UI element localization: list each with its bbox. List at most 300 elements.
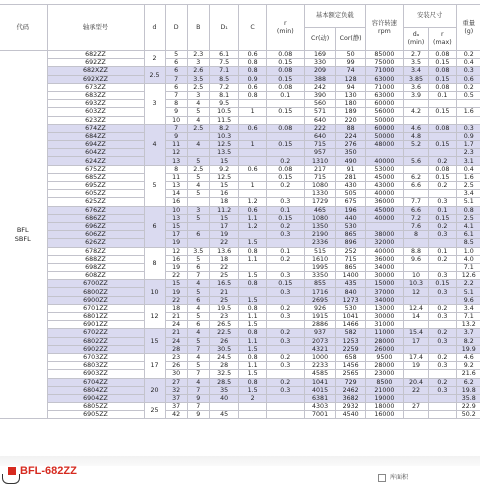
cell-D1: 21 (209, 288, 239, 296)
cell-C: 0.9 (239, 75, 266, 83)
cell-B: 5 (187, 190, 209, 198)
cell-B: 9 (187, 411, 209, 419)
cell-B: 5 (187, 337, 209, 345)
cell-speed: 16000 (365, 411, 403, 419)
header-weight (456, 5, 480, 51)
cell-cr: 1041 (304, 378, 336, 386)
cell-speed: 8500 (365, 378, 403, 386)
cell-model: 6803ZZ (47, 362, 144, 370)
cell-r: 0.2 (266, 182, 304, 190)
cell-B: 6 (187, 296, 209, 304)
cell-r: 0.3 (266, 198, 304, 206)
cell-weight: 4.0 (456, 255, 480, 263)
table-row (0, 345, 480, 353)
cell-D: 15 (165, 222, 187, 230)
cell-D: 15 (165, 280, 187, 288)
cell-B: 3 (187, 91, 209, 99)
product-title-text: BFL-682ZZ (20, 465, 77, 477)
cell-cr: 640 (304, 116, 336, 124)
cell-C: 1.5 (239, 321, 266, 329)
cell-da: 10 (403, 272, 428, 280)
cell-B: 3.5 (187, 75, 209, 83)
cell-model: 696ZZ (47, 222, 144, 230)
cell-model: 695ZZ (47, 182, 144, 190)
cell-model: 6702ZZ (47, 329, 144, 337)
table-row (0, 173, 480, 181)
cell-speed: 32000 (365, 239, 403, 247)
cell-bore-d: 12 (144, 304, 165, 329)
cell-D1: 15 (209, 157, 239, 165)
cell-cr: 169 (304, 51, 336, 59)
cell-C: 0.8 (239, 329, 266, 337)
cell-rmax: 0.3 (429, 231, 456, 239)
table-row (0, 83, 480, 91)
cell-rmax: 0.1 (429, 247, 456, 255)
cell-B: 4 (187, 100, 209, 108)
table-row (0, 141, 480, 149)
cell-cr: 560 (304, 100, 336, 108)
cell-model: 6805ZZ (47, 403, 144, 411)
cell-cr: 715 (304, 173, 336, 181)
cell-cr: 1350 (304, 222, 336, 230)
cell-rmax (429, 321, 456, 329)
cell-cor: 675 (336, 198, 366, 206)
cell-speed: 21000 (365, 386, 403, 394)
cell-cr: 1330 (304, 190, 336, 198)
cell-da: 6.6 (403, 182, 428, 190)
cell-D1: 22 (209, 263, 239, 271)
cell-cr: 715 (304, 141, 336, 149)
cell-B (187, 149, 209, 157)
header-r (266, 5, 304, 51)
cell-bore-d: 17 (144, 353, 165, 378)
cell-weight: 19.8 (456, 386, 480, 394)
cell-B: 4 (187, 280, 209, 288)
cell-r (266, 394, 304, 402)
cell-B: 5 (187, 108, 209, 116)
cell-B: 5 (187, 173, 209, 181)
cell-D: 10 (165, 116, 187, 124)
cell-cor: 1273 (336, 296, 366, 304)
cell-C (239, 288, 266, 296)
cell-da (403, 263, 428, 271)
cell-r: 0.1 (266, 91, 304, 99)
cell-rmax: 0.2 (429, 182, 456, 190)
cell-cor: 430 (336, 182, 366, 190)
cell-C (239, 116, 266, 124)
cell-da: 4.6 (403, 124, 428, 132)
cell-rmax: 0.15 (429, 59, 456, 67)
cell-bore-d: 3 (144, 83, 165, 124)
cell-B: 6 (187, 263, 209, 271)
cell-bore-d: 15 (144, 329, 165, 354)
bearing-spec-table (0, 4, 480, 419)
cell-r: 0.2 (266, 304, 304, 312)
cell-cr: 926 (304, 304, 336, 312)
table-row (0, 378, 480, 386)
cell-C: 1.2 (239, 198, 266, 206)
cell-model: 675ZZ (47, 165, 144, 173)
cell-model: 6903ZZ (47, 370, 144, 378)
cell-rmax: 0.2 (429, 157, 456, 165)
cell-cor: 505 (336, 190, 366, 198)
cell-B: 2.5 (187, 165, 209, 173)
cell-rmax: 0.08 (429, 51, 456, 59)
cell-speed (365, 222, 403, 230)
cell-r (266, 239, 304, 247)
cell-da: 7.7 (403, 198, 428, 206)
cell-C: 1 (239, 141, 266, 149)
cell-C: 1.5 (239, 345, 266, 353)
cell-D: 19 (165, 263, 187, 271)
header-cor: Cor(静) (336, 28, 366, 51)
cell-model: 604ZZ (47, 149, 144, 157)
cell-r: 0.08 (266, 51, 304, 59)
header-model: 轴承型号 (47, 5, 144, 51)
cell-da: 8 (403, 231, 428, 239)
cell-D: 23 (165, 353, 187, 361)
cell-D1: 9.5 (209, 100, 239, 108)
cell-da (403, 345, 428, 353)
cell-r: 0.3 (266, 386, 304, 394)
header-speed (365, 5, 403, 51)
cell-D: 22 (165, 296, 187, 304)
cell-C: 1.5 (239, 296, 266, 304)
cell-cr: 6381 (304, 394, 336, 402)
cell-D: 9 (165, 132, 187, 140)
cell-D: 12 (165, 149, 187, 157)
cell-r: 0.15 (266, 173, 304, 181)
cell-cr: 1080 (304, 214, 336, 222)
cell-B: 7 (187, 345, 209, 353)
cell-C (239, 173, 266, 181)
cell-D1: 26 (209, 337, 239, 345)
cell-cr: 1000 (304, 353, 336, 361)
cell-r: 0.2 (266, 157, 304, 165)
cell-model: 624ZZ (47, 157, 144, 165)
cell-D1: 40 (209, 394, 239, 402)
cell-weight: 0.8 (456, 206, 480, 214)
cell-cor: 50 (336, 51, 366, 59)
cell-weight: 1.7 (456, 141, 480, 149)
cell-D1: 16.5 (209, 280, 239, 288)
cell-speed: 31000 (365, 321, 403, 329)
cell-speed: 85000 (365, 51, 403, 59)
cell-B: 9 (187, 394, 209, 402)
cell-speed: 15000 (365, 280, 403, 288)
cell-r: 0.15 (266, 59, 304, 67)
header-B: B (187, 5, 209, 51)
cell-cor: 2462 (336, 386, 366, 394)
cell-D: 13 (165, 214, 187, 222)
cell-da (403, 394, 428, 402)
cell-C: 1.1 (239, 255, 266, 263)
cell-weight: 3.4 (456, 304, 480, 312)
cell-B (187, 132, 209, 140)
cell-da: 3.5 (403, 59, 428, 67)
cell-C: 1.5 (239, 370, 266, 378)
cell-speed: 50000 (365, 132, 403, 140)
header-cr: Cr(动) (304, 28, 336, 51)
table-row (0, 280, 480, 288)
table-row (0, 165, 480, 173)
cell-model: 6703ZZ (47, 353, 144, 361)
cell-r: 0.3 (266, 337, 304, 345)
cell-D1: 12.5 (209, 173, 239, 181)
cell-speed: 19000 (365, 394, 403, 402)
cell-model: 6804ZZ (47, 386, 144, 394)
cell-cor: 530 (336, 222, 366, 230)
cell-C: 1 (239, 108, 266, 116)
cell-da (403, 116, 428, 124)
cell-rmax (429, 190, 456, 198)
cell-weight: 2.5 (456, 214, 480, 222)
product-title (8, 465, 77, 477)
cell-cor: 1253 (336, 337, 366, 345)
cell-cor: 130 (336, 91, 366, 99)
cell-da: 7.6 (403, 222, 428, 230)
cell-r (266, 190, 304, 198)
cell-cr: 2190 (304, 231, 336, 239)
cell-cor: 74 (336, 67, 366, 75)
cell-D: 7 (165, 91, 187, 99)
cell-D1: 25 (209, 296, 239, 304)
cell-da: 8.8 (403, 247, 428, 255)
cell-cor: 1456 (336, 362, 366, 370)
cell-speed: 9500 (365, 353, 403, 361)
cell-D: 24 (165, 337, 187, 345)
cell-C (239, 149, 266, 157)
cell-model: 6802ZZ (47, 337, 144, 345)
cell-cor: 189 (336, 108, 366, 116)
cell-D: 8 (165, 100, 187, 108)
cell-r (266, 132, 304, 140)
cell-rmax: 0.08 (429, 67, 456, 75)
cell-D: 6 (165, 59, 187, 67)
cell-model: 685ZZ (47, 173, 144, 181)
cell-r: 0.15 (266, 108, 304, 116)
cell-rmax (429, 100, 456, 108)
cell-D: 18 (165, 304, 187, 312)
cell-cor: 896 (336, 239, 366, 247)
cell-weight: 0.6 (456, 75, 480, 83)
cell-model: 6902ZZ (47, 345, 144, 353)
cell-weight: 7.1 (456, 263, 480, 271)
cell-speed: 34000 (365, 263, 403, 271)
cell-cr: 2886 (304, 321, 336, 329)
cell-cr: 2336 (304, 239, 336, 247)
cell-cor: 840 (336, 288, 366, 296)
table-row (0, 149, 480, 157)
cell-D: 30 (165, 370, 187, 378)
cell-weight: 4.1 (456, 222, 480, 230)
cell-D1: 28.5 (209, 378, 239, 386)
cell-cor: 729 (336, 378, 366, 386)
cell-C: 2 (239, 394, 266, 402)
cell-cr: 217 (304, 165, 336, 173)
header-speed-title: 容许转速 (371, 19, 397, 27)
cell-cor: 252 (336, 247, 366, 255)
cell-weight: 3.1 (456, 157, 480, 165)
cell-rmax: 0.3 (429, 362, 456, 370)
cell-cr: 640 (304, 132, 336, 140)
cell-C: 1.1 (239, 214, 266, 222)
cell-weight: 21.6 (456, 370, 480, 378)
cell-rmax: 0.3 (429, 386, 456, 394)
cell-cr: 3350 (304, 272, 336, 280)
cell-da: 6.6 (403, 206, 428, 214)
cell-D1: 10.5 (209, 108, 239, 116)
cell-D: 14 (165, 190, 187, 198)
cell-speed: 71000 (365, 67, 403, 75)
cell-model: 693ZZ (47, 100, 144, 108)
cell-D: 17 (165, 231, 187, 239)
cell-r: 0.2 (266, 329, 304, 337)
cell-r: 0.3 (266, 362, 304, 370)
cell-da: 12 (403, 288, 428, 296)
cell-D1: 28 (209, 362, 239, 370)
cell-r: 0.2 (266, 255, 304, 263)
cell-speed: 56000 (365, 108, 403, 116)
cell-da (403, 190, 428, 198)
cell-bore-d: 4 (144, 124, 165, 165)
cell-B: 5 (187, 157, 209, 165)
cell-model: 608ZZ (47, 272, 144, 280)
cell-r: 0.3 (266, 313, 304, 321)
cell-D1: 17 (209, 222, 239, 230)
table-row (0, 304, 480, 312)
header-install: 安装尺寸 (403, 5, 456, 28)
cell-da (403, 321, 428, 329)
cell-D1: 15 (209, 182, 239, 190)
cell-D1: 8.2 (209, 124, 239, 132)
cell-bore-d: 25 (144, 403, 165, 419)
cell-speed: 43000 (365, 182, 403, 190)
header-r-sub: (min) (276, 27, 294, 35)
cell-model: 6905ZZ (47, 411, 144, 419)
cell-D1: 11.5 (209, 116, 239, 124)
cell-cor: 350 (336, 149, 366, 157)
cell-da: 20.4 (403, 378, 428, 386)
cell-weight: 22.9 (456, 403, 480, 411)
cell-D: 11 (165, 141, 187, 149)
cell-cor: 99 (336, 59, 366, 67)
header-da-sub: (min) (407, 39, 425, 46)
cell-rmax (429, 149, 456, 157)
cell-D: 32 (165, 386, 187, 394)
cell-cr: 4303 (304, 403, 336, 411)
cell-speed: 28000 (365, 362, 403, 370)
cell-D1: 24.5 (209, 353, 239, 361)
table-row (0, 247, 480, 255)
cell-weight: 9.2 (456, 362, 480, 370)
cell-cor: 440 (336, 214, 366, 222)
cell-rmax: 0.08 (429, 124, 456, 132)
cell-r (266, 116, 304, 124)
cell-da: 27 (403, 403, 428, 411)
cell-cr: 242 (304, 83, 336, 91)
cell-bore-d: 10 (144, 280, 165, 305)
cell-D1: 23 (209, 313, 239, 321)
cell-model: 682ZZ (47, 51, 144, 59)
table-row (0, 51, 480, 59)
header-load: 基本额定负载 (304, 5, 365, 28)
cell-cor: 715 (336, 255, 366, 263)
cell-da: 5.6 (403, 157, 428, 165)
side-note-text: 库面积 (390, 474, 409, 481)
cell-weight (456, 100, 480, 108)
header-weight-unit: (g) (464, 27, 474, 35)
cell-cr: 465 (304, 206, 336, 214)
table-row (0, 337, 480, 345)
cell-B: 3.5 (187, 247, 209, 255)
cell-cor: 180 (336, 100, 366, 108)
cell-model: 6900ZZ (47, 296, 144, 304)
table-row (0, 386, 480, 394)
cell-r: 0.15 (266, 141, 304, 149)
cell-cr: 7001 (304, 411, 336, 419)
cell-cor: 2259 (336, 345, 366, 353)
cell-cor: 865 (336, 231, 366, 239)
cell-C: 1.5 (239, 272, 266, 280)
cell-model: 606ZZ (47, 231, 144, 239)
cell-B: 7 (187, 386, 209, 394)
table-row (0, 124, 480, 132)
cell-weight: 7.1 (456, 313, 480, 321)
cell-C: 0.8 (239, 378, 266, 386)
cell-rmax (429, 403, 456, 411)
series-code-line: SBFL (14, 234, 31, 243)
cell-speed: 45000 (365, 206, 403, 214)
cell-rmax (429, 132, 456, 140)
cell-speed: 30000 (365, 272, 403, 280)
cell-D: 12 (165, 247, 187, 255)
cell-model: 674ZZ (47, 124, 144, 132)
cell-speed: 71000 (365, 83, 403, 91)
cell-rmax: 0.2 (429, 255, 456, 263)
cell-speed: 11000 (365, 329, 403, 337)
cell-C: 1.2 (239, 222, 266, 230)
table-row (0, 206, 480, 214)
cell-C (239, 231, 266, 239)
cell-da: 10.3 (403, 280, 428, 288)
cell-model: 698ZZ (47, 263, 144, 271)
cell-model: 686ZZ (47, 214, 144, 222)
cell-rmax: 0.3 (429, 288, 456, 296)
cell-B (187, 198, 209, 206)
header-C: C (239, 5, 266, 51)
series-code (0, 51, 47, 419)
cell-cr: 571 (304, 108, 336, 116)
cell-cr: 4321 (304, 345, 336, 353)
cell-D: 9 (165, 108, 187, 116)
cell-speed: 53000 (365, 165, 403, 173)
cell-rmax: 0.2 (429, 329, 456, 337)
cell-cr: 1716 (304, 288, 336, 296)
cell-B: 5 (187, 313, 209, 321)
cell-rmax: 0.3 (429, 198, 456, 206)
cell-speed: 26000 (365, 345, 403, 353)
header-D1: D₁ (209, 5, 239, 51)
cell-D: 16 (165, 255, 187, 263)
table-row (0, 288, 480, 296)
cell-C: 1.5 (239, 239, 266, 247)
cell-speed: 60000 (365, 124, 403, 132)
cell-cor: 490 (336, 157, 366, 165)
cell-model: 673ZZ (47, 83, 144, 91)
cell-cor: 91 (336, 165, 366, 173)
cell-bore-d: 8 (144, 247, 165, 280)
